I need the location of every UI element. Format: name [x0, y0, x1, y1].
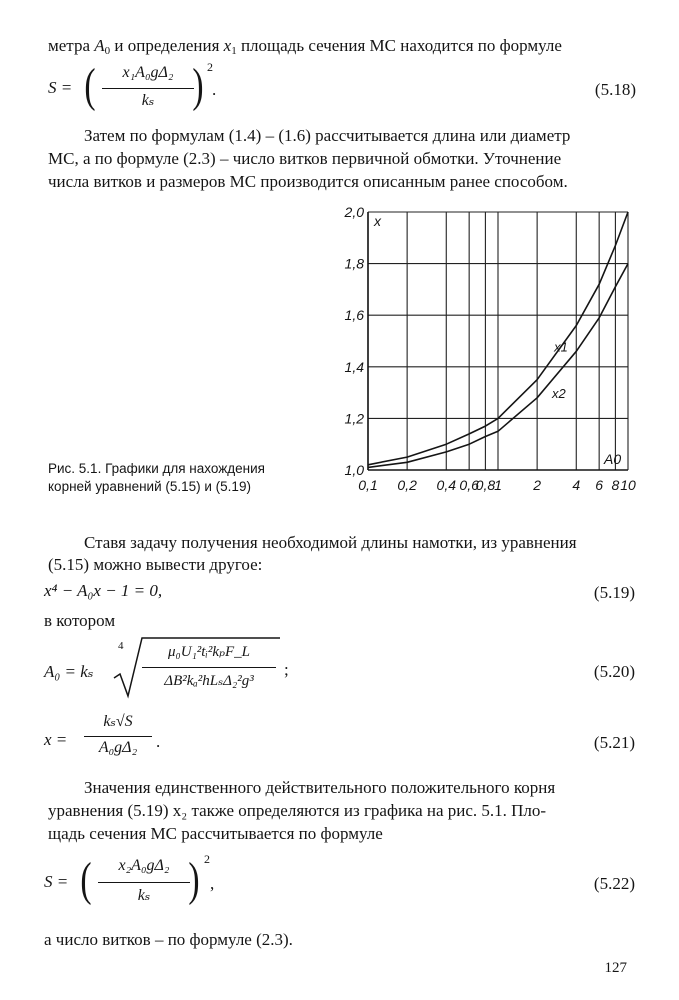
paragraph-1-line-2: МС, а по формуле (2.3) – число витков первичной обмотки. Уточнение: [48, 149, 562, 168]
paragraph-1: [48, 124, 636, 193]
eq-521-fraction-bar: [84, 736, 152, 737]
y-tick-label: 1,4: [344, 358, 364, 375]
paragraph-1-line-3: числа витков и размеров МС производится описанным ранее способом.: [48, 172, 568, 191]
series-label-x2: x2: [551, 385, 566, 401]
eq-519-number: (5.19): [593, 583, 635, 602]
x-tick-label: 6: [595, 477, 604, 493]
series-label-x1: x1: [554, 339, 568, 355]
eq-521-lhs: x =: [44, 730, 68, 749]
eq-518-power: 2: [207, 60, 213, 74]
paragraph-2-line-2: (5.15) можно вывести другое:: [48, 555, 263, 574]
x-tick-label: 0,4: [436, 477, 457, 493]
eq-518-tail: .: [212, 80, 217, 99]
y-tick-label: 1,2: [344, 410, 364, 427]
eq-522-tail: ,: [210, 874, 215, 893]
eq-521-tail: .: [156, 732, 161, 751]
eq-522-numerator: x₂A₀gΔ₂: [118, 857, 170, 874]
eq-518-lhs: S =: [48, 78, 73, 97]
eq-522-fraction-bar: [98, 882, 190, 883]
eq-518-number: (5.18): [594, 80, 636, 99]
eq-518-numerator: x₁A₀gΔ₂: [122, 64, 174, 81]
eq-520-root-index: 4: [118, 640, 124, 652]
eq-520-denominator: ΔB²kₐ²hLₛΔ₂²g³: [164, 673, 254, 689]
eq-520-fraction-bar: [142, 667, 276, 668]
eq-521-numerator: kₛ√S: [103, 713, 133, 730]
paragraph-3: [48, 776, 636, 845]
eq-518-left-paren: (: [84, 59, 96, 112]
eq-522-power: 2: [204, 852, 210, 866]
eq-522-left-paren: (: [80, 853, 92, 906]
x-tick-label: 4: [572, 477, 581, 493]
y-axis-label: x: [374, 213, 381, 229]
chart-labels: [344, 204, 636, 493]
figure-caption-line-2: корней уравнений (5.15) и (5.19): [48, 479, 251, 494]
y-tick-label: 1,0: [344, 462, 364, 478]
x-tick-label: 8: [611, 477, 620, 493]
eq-522-denominator: kₛ: [137, 887, 151, 904]
eq-520-lhs: A₀ = kₛ: [44, 662, 94, 681]
paragraph-2: [48, 532, 636, 576]
eq-521-denominator: A₀gΔ₂: [98, 739, 138, 756]
eq-522-number: (5.22): [593, 874, 635, 893]
in-which-text: в котором: [44, 611, 116, 630]
paragraph-1-line-1: Затем по формулам (1.4) – (1.6) рассчитывается длина или диаметр: [84, 126, 571, 145]
var-x1: x: [223, 36, 232, 55]
intro-text-start: метра: [48, 36, 90, 55]
x-tick-label: 0,2: [397, 477, 417, 493]
intro-text-end: площадь сечения МС находится по формуле: [240, 36, 562, 55]
eq-520-number: (5.20): [593, 662, 635, 681]
eq-521-number: (5.21): [593, 733, 635, 752]
x-tick-label: 1: [494, 477, 502, 493]
x-tick-label: 2: [533, 477, 542, 493]
var-a0: A: [94, 36, 105, 55]
x-tick-label: 0,6: [459, 477, 479, 493]
paragraph-3-line-1: Значения единственного действительного положительного корня: [84, 778, 556, 797]
paragraph-3-line-3: щадь сечения МС рассчитывается по формуле: [48, 824, 383, 843]
y-tick-label: 1,8: [344, 255, 364, 272]
eq-520-numerator: μ₀U₁²tᵢ²kₚF_L: [168, 644, 250, 660]
x-axis-label: A0: [604, 451, 622, 467]
var-a0-sub: 0: [104, 45, 111, 57]
paragraph-3-line-2: уравнения (5.19) x₂ также определяются из графика на рис. 5.1. Пло-: [48, 801, 547, 820]
eq-522-lhs: S =: [44, 872, 69, 891]
y-tick-label: 2,0: [344, 204, 364, 220]
intro-text-mid: и определения: [114, 36, 220, 55]
eq-519-body: x⁴ − A₀x − 1 = 0,: [44, 581, 163, 600]
var-x1-sub: 1: [231, 45, 237, 57]
x-tick-label: 10: [620, 477, 636, 493]
x-tick-label: 0,8: [475, 477, 496, 493]
figure-caption: [48, 460, 265, 496]
eq-522-right-paren: ): [188, 853, 200, 906]
figure-caption-line-1: Рис. 5.1. Графики для нахождения: [48, 461, 265, 476]
paragraph-2-line-1: Ставя задачу получения необходимой длины намотки, из уравнения: [84, 533, 577, 552]
eq-518-right-paren: ): [192, 59, 204, 112]
eq-518-denominator: kₛ: [141, 92, 155, 109]
intro-line: [48, 36, 562, 61]
closing-text: а число витков – по формуле (2.3).: [44, 930, 293, 949]
page-number: 127: [604, 960, 627, 976]
x-tick-label: 0,1: [358, 477, 378, 493]
figure-5-1-chart: [330, 198, 645, 508]
eq-520-tail: ;: [284, 660, 289, 679]
y-tick-label: 1,6: [344, 307, 364, 324]
